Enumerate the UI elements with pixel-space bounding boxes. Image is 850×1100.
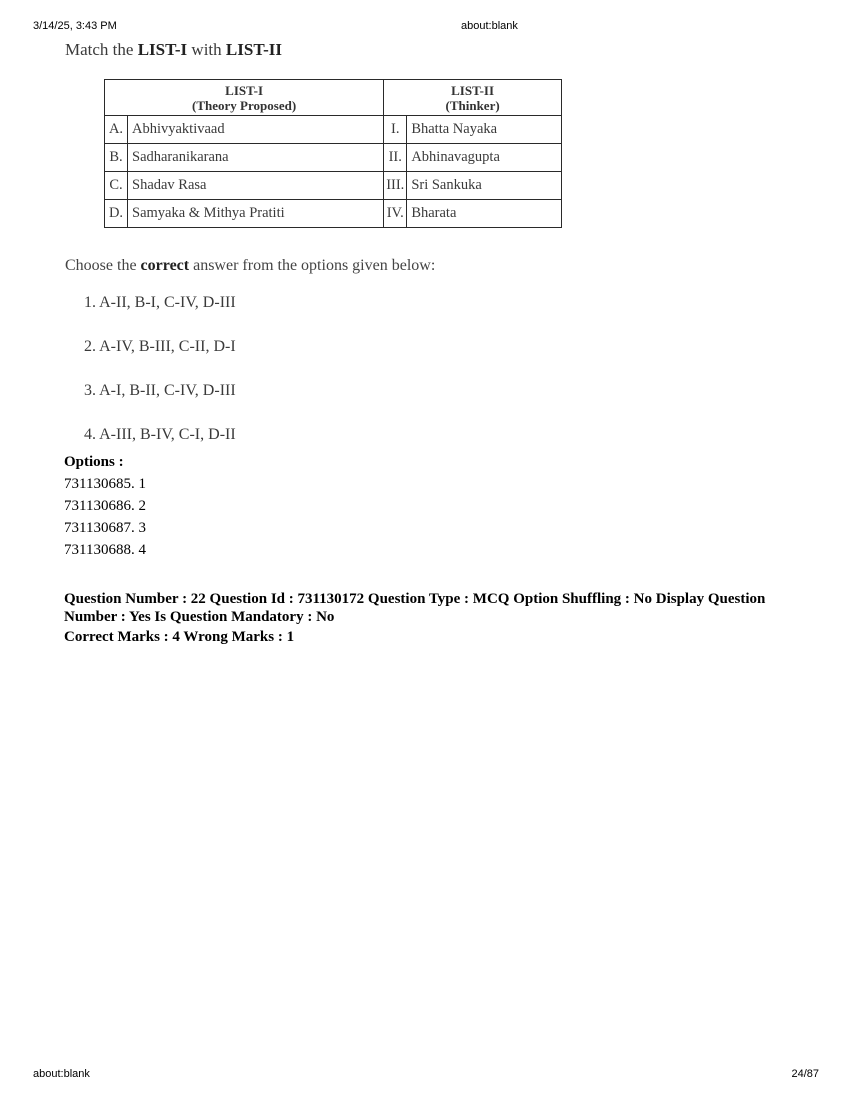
list1-value: Shadav Rasa [128, 172, 384, 200]
list2-key: II. [384, 144, 407, 172]
question-meta: Question Number : 22 Question Id : 731130172 Question Type : MCQ Option Shuffling : No Display Question Number : Yes Is Question Mandatory : No [64, 591, 766, 625]
answer-choice: 4. A-III, B-IV, C-I, D-II [84, 426, 236, 443]
option-item: 731130686. 2 [64, 498, 146, 514]
table-row [105, 200, 562, 228]
answer-choice: 1. A-II, B-I, C-IV, D-III [84, 294, 236, 311]
list2-value: Bhatta Nayaka [407, 116, 562, 144]
option-item: 731130685. 1 [64, 476, 146, 492]
match-table [104, 79, 562, 228]
list2-value: Abhinavagupta [407, 144, 562, 172]
option-item: 731130688. 4 [64, 542, 146, 558]
list1-key: C. [105, 172, 128, 200]
table-row [105, 116, 562, 144]
options-heading: Options : [64, 454, 124, 470]
list1-key: A. [105, 116, 128, 144]
question-instruction: Match the LIST-I with LIST-II [65, 40, 282, 59]
print-page-number: 24/87 [791, 1068, 819, 1080]
match-table-header [105, 80, 562, 116]
list2-key: I. [384, 116, 407, 144]
answer-choice: 3. A-I, B-II, C-IV, D-III [84, 382, 236, 399]
print-header [0, 20, 850, 34]
question-marks: Correct Marks : 4 Wrong Marks : 1 [64, 629, 295, 645]
answer-choice: 2. A-IV, B-III, C-II, D-I [84, 338, 236, 355]
print-datetime: 3/14/25, 3:43 PM [33, 20, 117, 32]
list2-value: Bharata [407, 200, 562, 228]
print-footer [0, 1068, 850, 1082]
list1-value: Abhivyaktivaad [128, 116, 384, 144]
question-image [60, 36, 580, 450]
list1-value: Samyaka & Mithya Pratiti [128, 200, 384, 228]
list2-value: Sri Sankuka [407, 172, 562, 200]
list1-header: LIST-I (Theory Proposed) [105, 80, 384, 116]
list2-key: III. [384, 172, 407, 200]
table-row [105, 172, 562, 200]
print-page-title: about:blank [461, 20, 518, 32]
options-block [64, 451, 146, 561]
answer-list [84, 294, 236, 470]
list2-key: IV. [384, 200, 407, 228]
list1-value: Sadharanikarana [128, 144, 384, 172]
list1-key: B. [105, 144, 128, 172]
list1-key: D. [105, 200, 128, 228]
print-footer-url: about:blank [33, 1068, 90, 1080]
choose-instruction: Choose the correct answer from the options given below: [65, 257, 436, 274]
table-row [105, 144, 562, 172]
list2-header: LIST-II (Thinker) [384, 80, 562, 116]
option-item: 731130687. 3 [64, 520, 146, 536]
